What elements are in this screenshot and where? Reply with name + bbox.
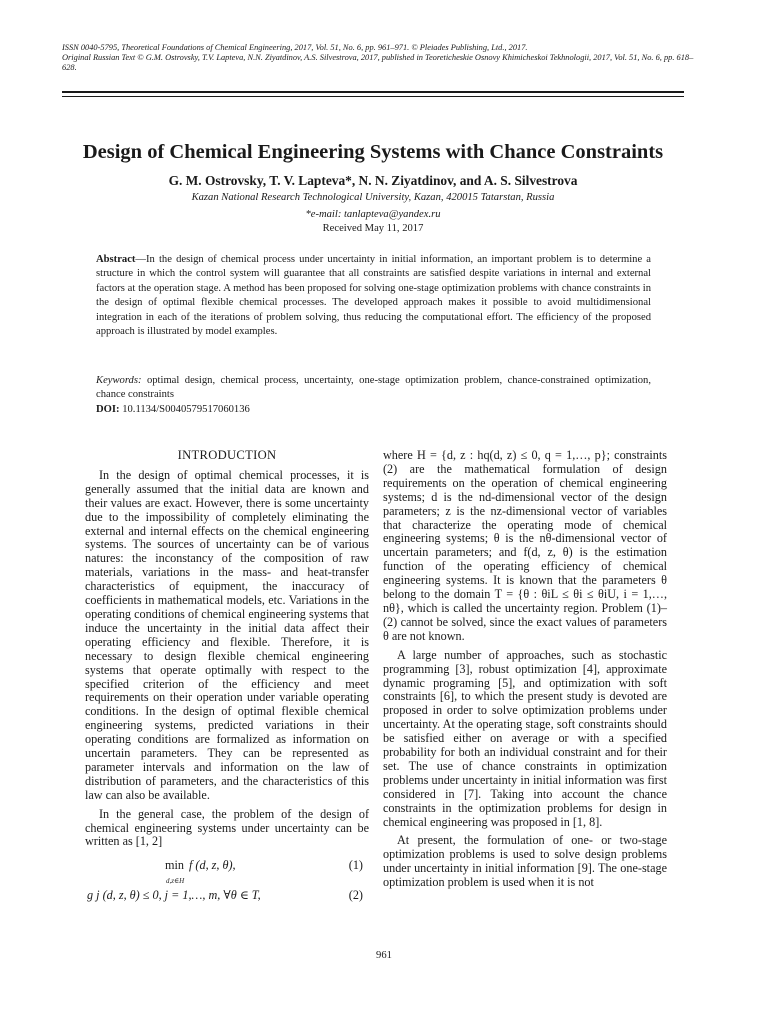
equation-1-subscript: d,z∈H <box>166 877 185 886</box>
header-rule-thin <box>62 96 684 97</box>
equation-1-expression: f (d, z, θ), <box>189 858 236 873</box>
intro-paragraph-4: A large number of approaches, such as stochastic programming [3], robust optimization [4], approximate dynamic programing [5], and optimization with soft constraints [6], to which the present study is devoted are proposed in order to solve optimization problems under uncertainty. At the operating stage, soft constraints should be satisfied either on average or with a specified probability for both an individual constraint and for their set. The use of chance constraints in optimization problems under uncertainty in initial information was first considered in [7]. Taking into account the chance constraints in the optimization problems for design in chemical engineering was proposed in [1, 8]. <box>383 647 667 829</box>
left-column <box>85 449 369 915</box>
article-authors: G. M. Ostrovsky, T. V. Lapteva*, N. N. Ziyatdinov, and A. S. Silvestrova <box>168 173 578 188</box>
abstract-label: Abstract <box>96 254 136 265</box>
journal-header <box>62 43 702 74</box>
page-number: 961 <box>376 950 392 961</box>
equation-2 <box>85 885 369 915</box>
equation-2-number: (2) <box>348 888 363 903</box>
keywords <box>96 374 651 403</box>
abstract-text: —In the design of chemical process under uncertainty in initial information, an important problem is to determine a structure in which the control system will guarantee that all constraints are satisfied despite variations in internal and external factors at the operation stage. A method has been proposed for solving one-stage optimization problems with chance constraints in the design of optimal flexible chemical processes. The developed approach makes it possible to avoid multidimensional integration in each of the iterations of problem solving, thus reducing the computational effort. The efficiency of the proposed approach is illustrated by model examples. <box>96 254 651 338</box>
doi <box>96 403 651 417</box>
article-affiliation: Kazan National Research Technological University, Kazan, 420015 Tatarstan, Russia <box>191 192 555 203</box>
issn-line: ISSN 0040-5795, Theoretical Foundations of Chemical Engineering, 2017, Vol. 51, No. 6, pp. 961–971. © Pleiades Publishing, Ltd., 2017. <box>62 43 528 52</box>
intro-paragraph-5: At present, the formulation of one- or two-stage optimization problems is used to solve design problems under uncertainty in initial information [9]. The one-stage optimization problem is used when it is not <box>383 833 667 890</box>
equation-2-expression: g j (d, z, θ) ≤ 0, j = 1,…, m, ∀θ ∈ T, <box>87 888 261 903</box>
equation-1-number: (1) <box>348 858 363 873</box>
section-title-introduction: INTRODUCTION <box>177 448 277 462</box>
article-title: Design of Chemical Engineering Systems with Chance Constraints <box>82 141 664 163</box>
intro-paragraph-1: In the design of optimal chemical processes, it is generally assumed that the initial data are known and their values are exact. However, there is some uncertainty due to the impossibility of completely eliminating the external and internal effects on the chemical engineering systems. The sources of uncertainty can be of various natures: the inconstancy of the composition of raw materials, variations in the mass- and heat-transfer characteristics of equipment, the inaccuracy of coefficients in mathematical models, etc. Variations in the operating conditions of chemical engineering systems that induce the uncertainty in the initial data affect their operating efficiency and flexible. Therefore, it is necessary to design flexible chemical engineering systems that operate optimally with respect to the specified criterion of the efficiency and meet requirements on their operation under variable operating conditions. In the design of optimal flexible chemical engineering systems, predicted variations in their operating conditions are formalized as information on uncertain parameters. They can be represented as parameter intervals and information on the law of distribution of parameters, and the characteristics of this law can also be available. <box>85 467 369 802</box>
doi-label: DOI: <box>96 404 120 415</box>
original-text-line: Original Russian Text © G.M. Ostrovsky, T.V. Lapteva, N.N. Ziyatdinov, A.S. Silvestrova, 2017, published in Teoreticheskie Osnovy Khimicheskoi Tekhnologii, 2017, Vol. 51, No. 6, pp. 618–628. <box>62 53 694 73</box>
abstract <box>96 253 651 339</box>
header-rule-thick <box>62 91 684 93</box>
corresponding-email: *e-mail: tanlapteva@yandex.ru <box>305 209 441 220</box>
right-column <box>383 449 667 890</box>
intro-paragraph-2: In the general case, the problem of the design of chemical engineering systems under uncertainty can be written as [1, 2] <box>85 806 369 849</box>
keywords-label: Keywords: <box>96 375 142 386</box>
doi-value: 10.1134/S0040579517060136 <box>119 404 250 415</box>
equation-1 <box>85 855 369 885</box>
keywords-text: optimal design, chemical process, uncertainty, one-stage optimization problem, chance-constrained optimization, chance constraints <box>96 375 651 401</box>
equation-1-min: min <box>165 858 184 873</box>
received-date: Received May 11, 2017 <box>322 223 424 234</box>
intro-paragraph-3: where H = {d, z : hq(d, z) ≤ 0, q = 1,…, p}; constraints (2) are the mathematical formulation of design requirements on the operation of chemical engineering systems; d is the nd-dimensional vector of the design parameters; z is the nz-dimensional vector of variables that characterize the operating mode of chemical engineering systems; θ is the nθ-dimensional vector of uncertain parameters; and f(d, z, θ) is the estimation function of the operating efficiency of chemical engineering systems. It is known that the parameters θ belong to the domain T = {θ : θiL ≤ θi ≤ θiU, i = 1,…, nθ}, which is called the uncertainty region. Problem (1)–(2) cannot be solved, since the exact values of parameters θ are not known. <box>383 448 667 643</box>
